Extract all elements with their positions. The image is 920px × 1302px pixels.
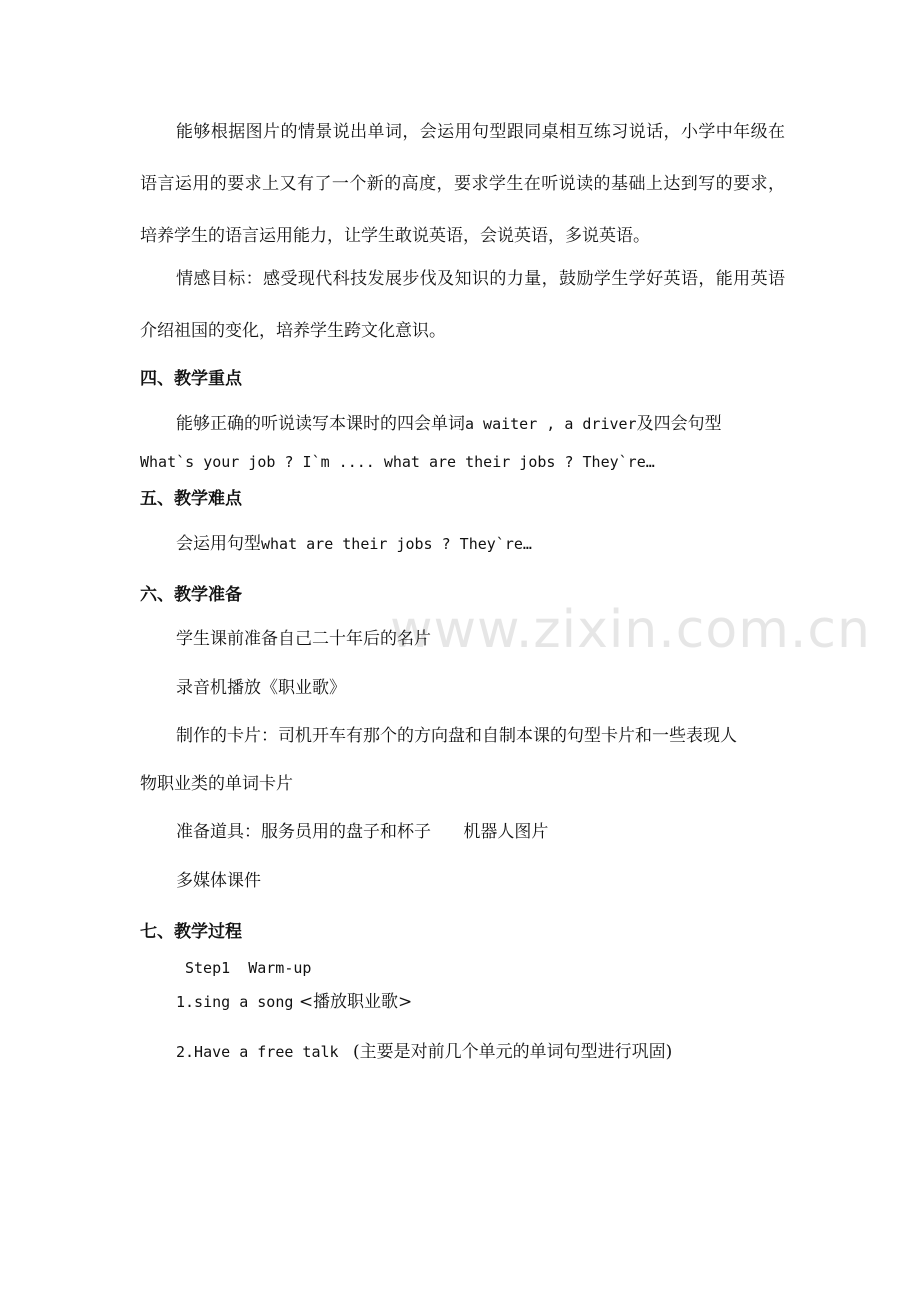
process-item-2-cn: (主要是对前几个单元的单词句型进行巩固)	[353, 1042, 673, 1062]
process-item-1-en: 1.sing a song	[176, 993, 294, 1011]
process-item-1	[176, 990, 412, 1014]
section-title-key-points: 四、教学重点	[140, 369, 242, 389]
difficulties-line-1	[176, 532, 532, 556]
preparation-item-4: 准备道具：服务员用的盘子和杯子 机器人图片	[176, 822, 549, 842]
difficulties-line-1-cn: 会运用句型	[176, 534, 261, 554]
preparation-item-5: 多媒体课件	[176, 871, 261, 891]
paragraph-emotional-goals: 情感目标：感受现代科技发展步伐及知识的力量，鼓励学生学好英语，能用英语介绍祖国的变化，培养学生跨文化意识。	[140, 269, 785, 341]
difficulties-line-1-en: what are their jobs ? They`re…	[261, 535, 532, 553]
section-title-preparation: 六、教学准备	[140, 585, 242, 605]
section-title-process: 七、教学过程	[140, 922, 242, 942]
process-step-1: Step1 Warm-up	[185, 959, 312, 977]
key-points-line-1-cn: 能够正确的听说读写本课时的四会单词	[176, 414, 465, 434]
preparation-item-3a: 制作的卡片：司机开车有那个的方向盘和自制本课的句型卡片和一些表现人	[176, 726, 737, 746]
watermark: www.zixin.com.cn	[390, 600, 871, 660]
process-item-2-en: 2.Have a free talk	[176, 1043, 348, 1061]
process-item-2	[176, 1040, 672, 1064]
preparation-item-3b: 物职业类的单词卡片	[140, 774, 293, 794]
preparation-item-2: 录音机播放《职业歌》	[176, 678, 346, 698]
key-points-line-1-cn2: 及四会句型	[636, 414, 722, 434]
preparation-item-1: 学生课前准备自己二十年后的名片	[176, 629, 431, 649]
key-points-line-2: What`s your job ? I`m .... what are their jobs ? They`re…	[140, 453, 655, 471]
section-title-difficulties: 五、教学难点	[140, 489, 242, 509]
key-points-line-1-en: a waiter , a driver	[465, 415, 637, 433]
paragraph-language-goals: 能够根据图片的情景说出单词，会运用句型跟同桌相互练习说话，小学中年级在语言运用的要求上又有了一个新的高度，要求学生在听说读的基础上达到写的要求，培养学生的语言运用能力，让学生敢说英语，会说英语，多说英语。	[140, 122, 785, 246]
process-item-1-cn: <播放职业歌>	[298, 992, 413, 1012]
key-points-line-1	[176, 412, 722, 436]
